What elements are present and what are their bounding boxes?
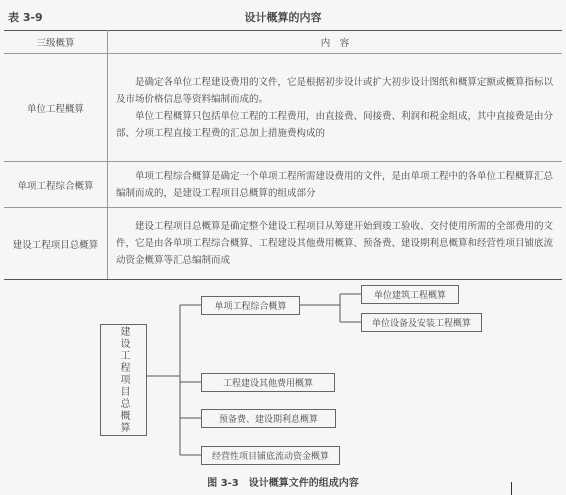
- row-paragraph: 建设工程项目总概算是确定整个建设工程项目从筹建开始到竣工验收、交付使用所需的全部费用的文件，它是由各单项工程综合概算、工程建设其他费用概算、预备费、建设期利息概算和经营性项目铺底流动资金概算等汇总编制而成: [116, 221, 554, 266]
- row-paragraph: 单位工程概算只包括单位工程的工程费用，由直接费、间接费、利润和税金组成，其中直接费是由分部、分项工程直接工程费的汇总加上措施费构成的: [116, 110, 554, 139]
- table-title: 设计概算的内容: [244, 11, 322, 24]
- row-name: 建设工程项目总概算: [4, 208, 108, 280]
- row-name: 单位工程概算: [4, 54, 108, 162]
- node-single-project: 单项工程综合概算: [201, 296, 300, 315]
- figure-caption: 图 3-3 设计概算文件的组成内容: [207, 478, 359, 489]
- row-name: 单项工程综合概算: [4, 162, 108, 208]
- node-reserve-interest: 预备费、建设期利息概算: [201, 409, 336, 428]
- header-level: 三级概算: [4, 31, 108, 54]
- row-paragraph: 是确定各单位工程建设费用的文件，它是根据初步设计或扩大初步设计图纸和概算定额或概算指标以及市场价格信息等资料编制而成的。: [116, 76, 554, 105]
- header-content: 内 容: [108, 31, 563, 54]
- table-number: 表 3-9: [8, 11, 43, 24]
- root-box: 建设工程项目总概算: [100, 324, 147, 436]
- page-mark: [511, 482, 512, 495]
- node-unit-building: 单位建筑工程概算: [361, 285, 459, 304]
- node-unit-equipment: 单位设备及安装工程概算: [361, 313, 482, 332]
- node-other-costs: 工程建设其他费用概算: [201, 373, 335, 392]
- row-paragraph: 单项工程综合概算是确定一个单项工程所需建设费用的文件，是由单项工程中的各单位工程概算汇总编制而成的，是建设工程项目总概算的组成部分: [116, 170, 554, 199]
- node-working-capital: 经营性项目铺底流动资金概算: [201, 446, 340, 465]
